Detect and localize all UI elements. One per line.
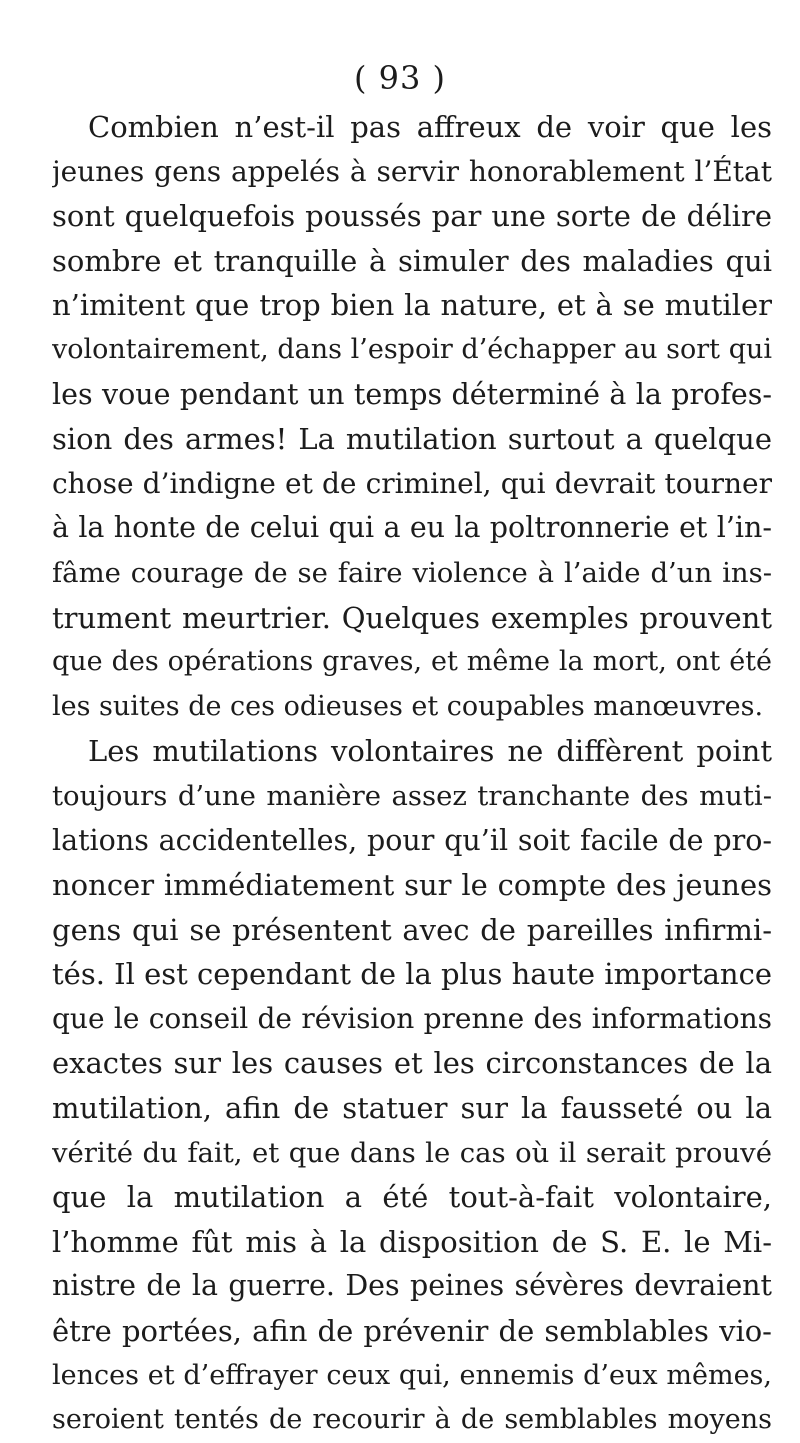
text-line: sombre et tranquille à simuler des maladies qui	[52, 243, 772, 278]
text-line: exactes sur les causes et les circonstances de la	[52, 1046, 772, 1081]
text-line: l’homme fût mis à la disposition de S. E. le Mi-	[52, 1224, 772, 1259]
page-number: ( 93 )	[353, 59, 447, 97]
text-line: vérité du fait, et que dans le cas où il serait prouvé	[52, 1136, 772, 1169]
text-line: sont quelquefois poussés par une sorte de délire	[52, 199, 772, 234]
text-line: lations accidentelles, pour qu’il soit facile de pro-	[52, 823, 772, 857]
text-line: gens qui se présentent avec de pareilles infirmi-	[52, 912, 772, 947]
text-line: chose d’indigne et de criminel, qui devrait tourner	[52, 466, 772, 500]
text-line: que la mutilation a été tout-à-fait volontaire,	[52, 1180, 772, 1215]
text-line: sion des armes! La mutilation surtout a quelque	[52, 422, 772, 457]
text-line: à la honte de celui qui a eu la poltronnerie et l’in-	[52, 511, 772, 545]
text-line: être portées, afin de prévenir de semblables vio-	[52, 1314, 772, 1349]
text-line: toujours d’une manière assez tranchante des muti-	[52, 779, 772, 812]
text-line: fâme courage de se faire violence à l’aide d’un ins-	[52, 556, 772, 589]
text-line: tés. Il est cependant de la plus haute importance	[52, 957, 772, 992]
text-line: volontairement, dans l’espoir d’échapper au sort qui	[52, 333, 772, 365]
text-line: lences et d’effrayer ceux qui, ennemis d’eux mêmes,	[52, 1359, 772, 1391]
text-line: mutilation, afin de statuer sur la fausseté ou la	[52, 1091, 772, 1126]
text-line: les voue pendant un temps déterminé à la profes-	[52, 377, 772, 411]
text-line: n’imitent que trop bien la nature, et à se mutiler	[52, 288, 772, 323]
text-line: jeunes gens appelés à servir honorablement l’État	[52, 154, 772, 188]
text-line: trument meurtrier. Quelques exemples prouvent	[52, 600, 772, 635]
text-line: Les mutilations volontaires ne diffèrent point	[88, 734, 772, 769]
text-line: noncer immédiatement sur le compte des jeunes	[52, 868, 772, 903]
text-line: nistre de la guerre. Des peines sévères devraient	[52, 1269, 772, 1303]
text-line: seroient tentés de recourir à de semblables moyens	[52, 1404, 772, 1436]
text-line: que des opérations graves, et même la mort, ont été	[52, 646, 772, 678]
text-line: Combien n’est-il pas affreux de voir que les	[88, 110, 772, 144]
body-text	[52, 105, 772, 1443]
text-line: que le conseil de révision prenne des informations	[52, 1001, 772, 1035]
text-line: les suites de ces odieuses et coupables manœuvres.	[52, 690, 764, 722]
